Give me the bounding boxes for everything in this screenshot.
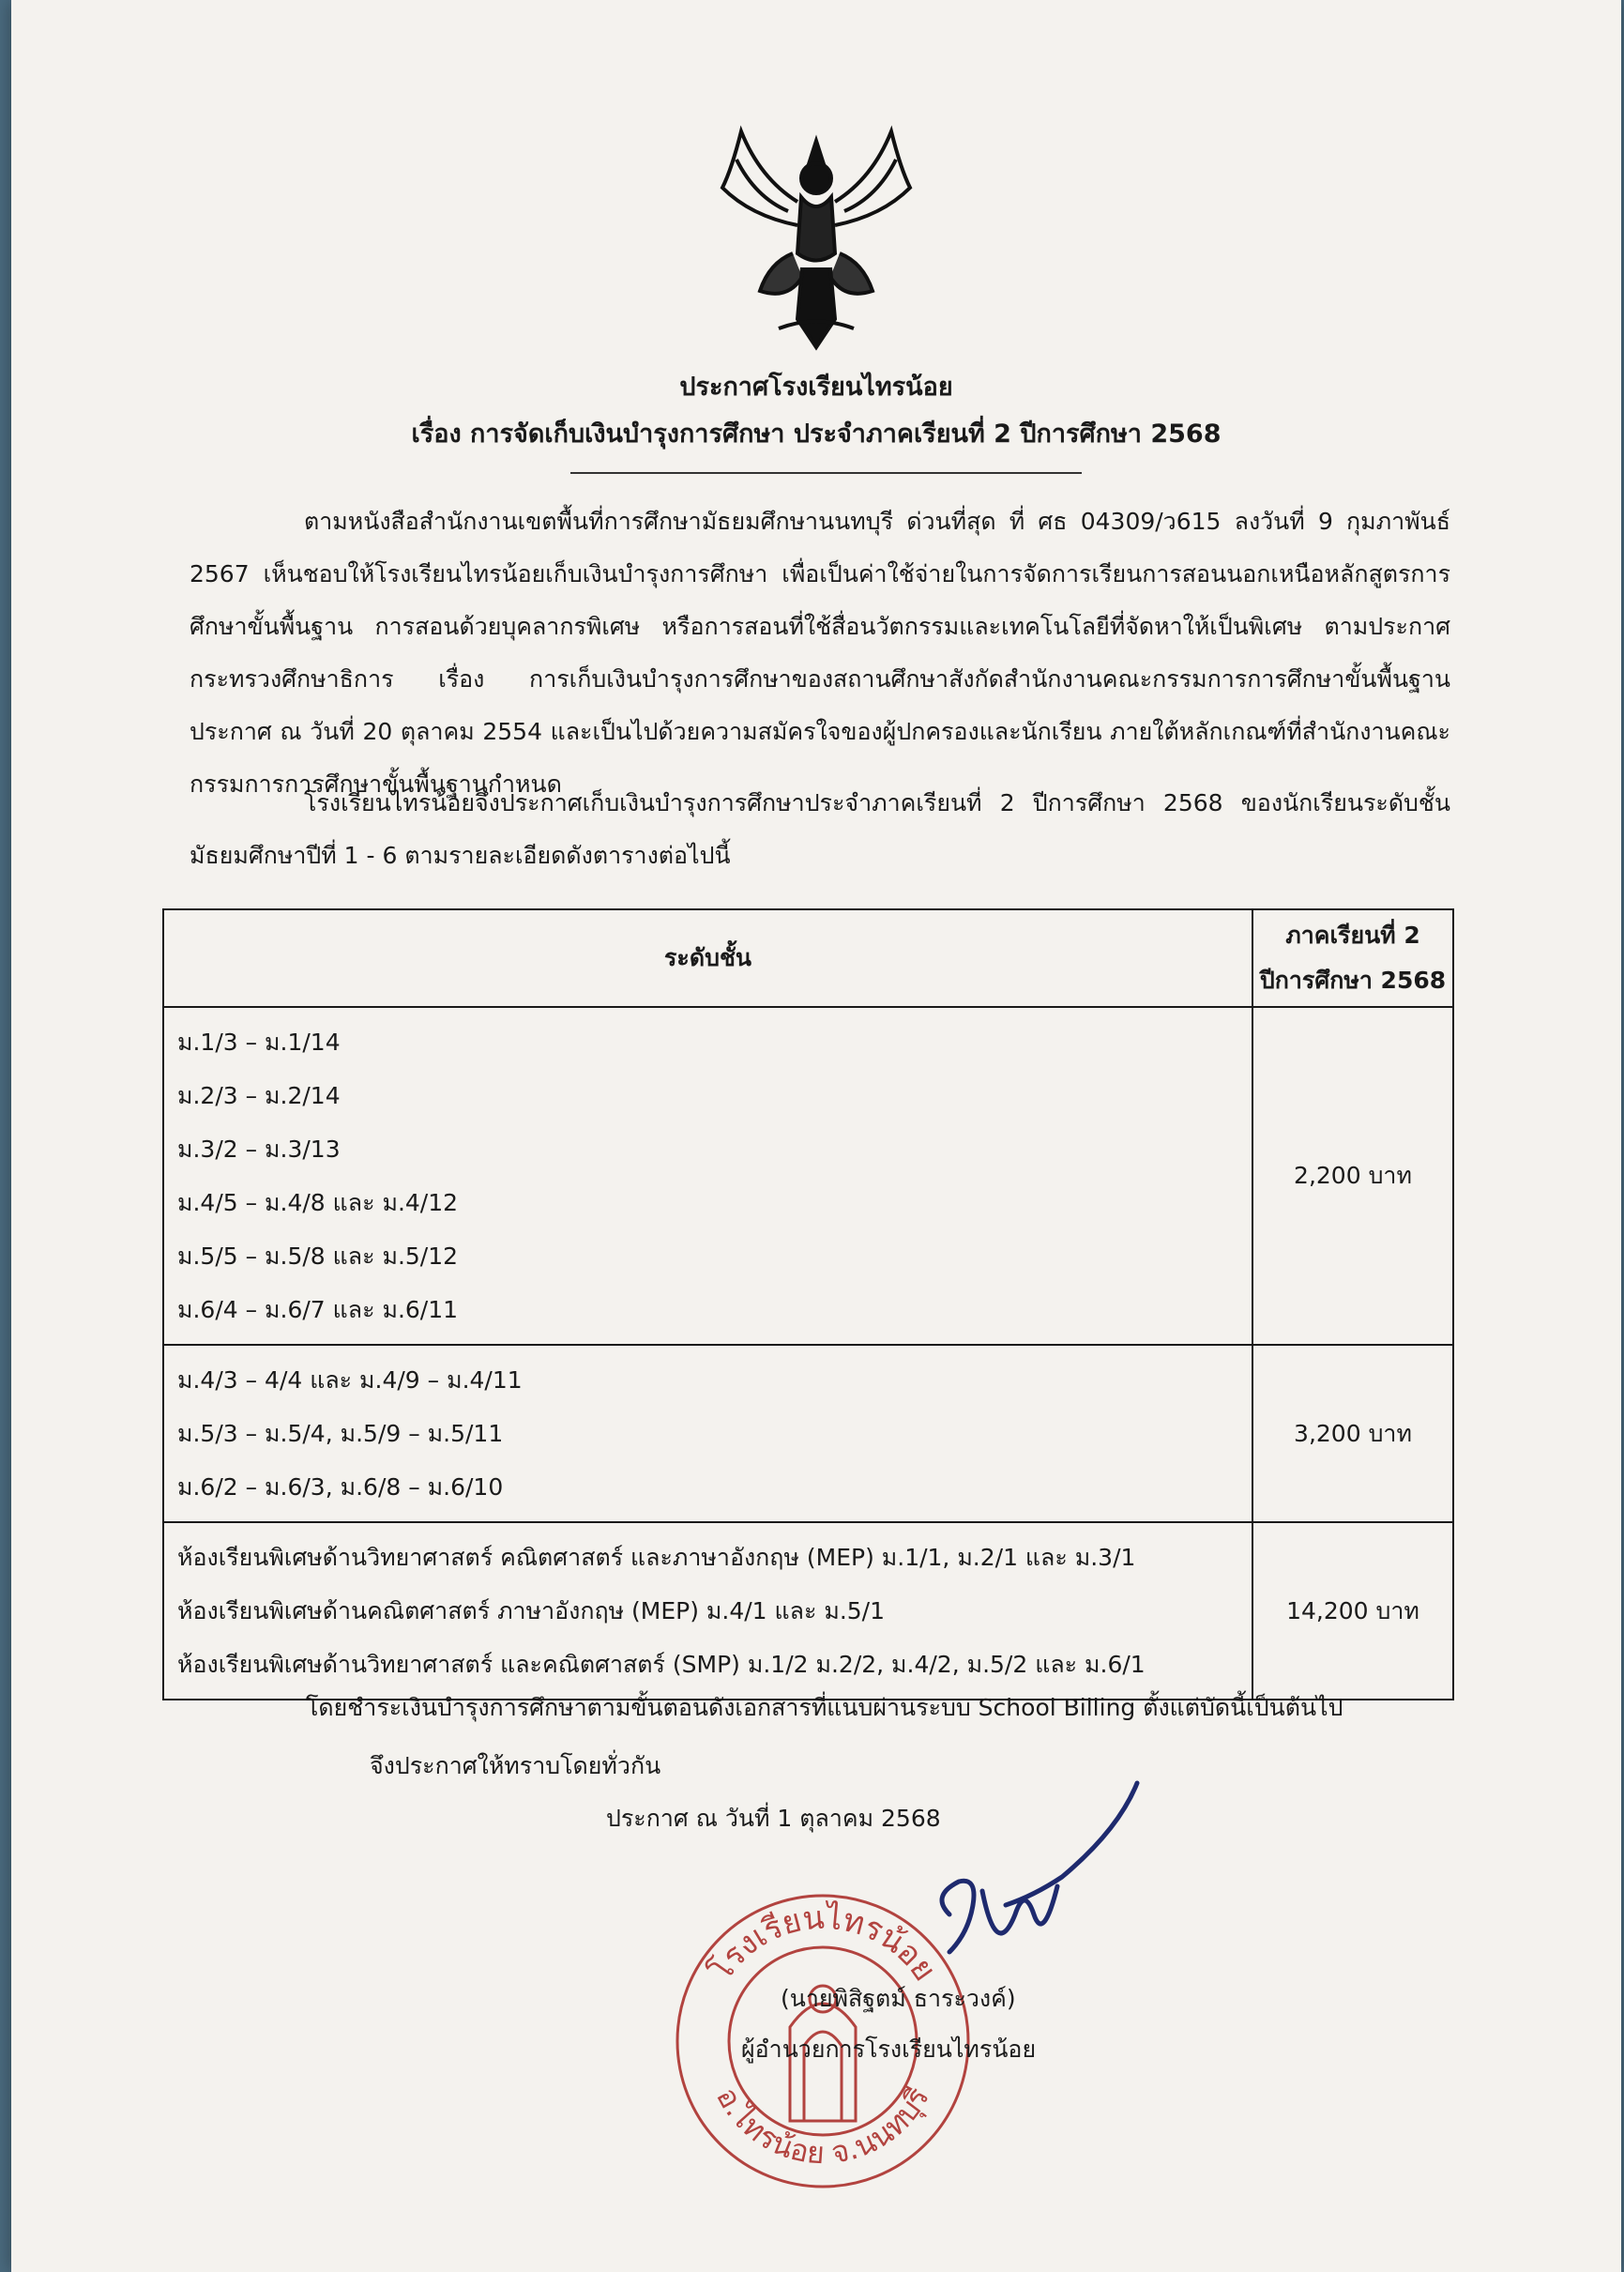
- level-item: ม.6/4 – ม.6/7 และ ม.6/11: [177, 1296, 459, 1323]
- level-item: ม.6/2 – ม.6/3, ม.6/8 – ม.6/10: [177, 1473, 504, 1501]
- level-item: ม.3/2 – ม.3/13: [177, 1136, 341, 1163]
- level-list: [163, 1345, 1252, 1522]
- level-item: ม.2/3 – ม.2/14: [177, 1082, 341, 1109]
- level-list: [163, 1007, 1252, 1345]
- fee-row-special: [163, 1522, 1453, 1700]
- fee-amount: 2,200 บาท: [1252, 1007, 1453, 1345]
- fee-table: [162, 908, 1454, 1700]
- signature: [893, 1774, 1175, 1971]
- level-item: ม.5/3 – ม.5/4, ม.5/9 – ม.5/11: [177, 1420, 504, 1447]
- announcement-title: ประกาศโรงเรียนไทรน้อย: [679, 373, 953, 402]
- notice-line: จึงประกาศให้ทราบโดยทั่วกัน: [370, 1752, 661, 1779]
- fee-table-header-row: [163, 909, 1453, 1007]
- payment-note: โดยชำระเงินบำรุงการศึกษาตามขั้นตอนดังเอกสารที่แนบผ่านระบบ School Billing ตั้งแต่บัดนี้เป็นต้นไป: [306, 1694, 1343, 1721]
- header-level: ระดับชั้น: [163, 909, 1252, 1007]
- announcement-subject: เรื่อง การจัดเก็บเงินบำรุงการศึกษา ประจำภาคเรียนที่ 2 ปีการศึกษา 2568: [411, 419, 1222, 449]
- signer-name: (นายพิสิฐตม์ ธาระวงค์): [781, 1985, 1016, 2012]
- signer-position: ผู้อำนวยการโรงเรียนไทรน้อย: [741, 2036, 1037, 2063]
- garuda-emblem: [704, 113, 929, 357]
- stamp-bottom-text: อ.ไทรน้อย จ.นนทบุรี: [709, 2081, 936, 2172]
- level-item: ม.5/5 – ม.5/8 และ ม.5/12: [177, 1243, 459, 1270]
- level-item: ห้องเรียนพิเศษด้านวิทยาศาสตร์ คณิตศาสตร์ และภาษาอังกฤษ (MEP) ม.1/1, ม.2/1 และ ม.3/1: [177, 1544, 1136, 1571]
- stamp-top-text: โรงเรียนไทรน้อย: [702, 1898, 944, 1989]
- body-paragraph-1: ตามหนังสือสำนักงานเขตพื้นที่การศึกษามัธยมศึกษานนทบุรี ด่วนที่สุด ที่ ศธ 04309/ว615 ลงวันที่ 9 กุมภาพันธ์ 2567 เห็นชอบให้โรงเรียนไทรน้อยเก็บเงินบำรุงการศึกษา เพื่อเป็นค่าใช้จ่ายในการจัดการเรียนการสอนนอกเหนือหลักสูตรการศึกษาขั้นพื้นฐาน การสอนด้วยบุคลากรพิเศษ หรือการสอนที่ใช้สื่อนวัตกรรมและเทคโนโลยีที่จัดหาให้เป็นพิเศษ ตามประกาศกระทรวงศึกษาธิการ เรื่อง การเก็บเงินบำรุงการศึกษาของสถานศึกษาสังกัดสำนักงานคณะกรรมการการศึกษาขั้นพื้นฐาน ประกาศ ณ วันที่ 20 ตุลาคม 2554 และเป็นไปด้วยความสมัครใจของผู้ปกครองและนักเรียน ภายใต้หลักเกณฑ์ที่สำนักงานคณะกรรมการการศึกษาขั้นพื้นฐานกำหนด: [190, 508, 1450, 798]
- level-item: ม.4/3 – 4/4 และ ม.4/9 – ม.4/11: [177, 1366, 523, 1394]
- header-term: [1252, 909, 1453, 1007]
- level-item: ม.1/3 – ม.1/14: [177, 1029, 341, 1056]
- title-divider: [570, 472, 1082, 474]
- level-item: ห้องเรียนพิเศษด้านคณิตศาสตร์ ภาษาอังกฤษ (MEP) ม.4/1 และ ม.5/1: [177, 1597, 886, 1624]
- fee-row-general: [163, 1007, 1453, 1345]
- fee-row-program: [163, 1345, 1453, 1522]
- level-item: ม.4/5 – ม.4/8 และ ม.4/12: [177, 1189, 459, 1216]
- header-term-line1: ภาคเรียนที่ 2: [1285, 922, 1420, 949]
- level-item: ห้องเรียนพิเศษด้านวิทยาศาสตร์ และคณิตศาสตร์ (SMP) ม.1/2 ม.2/2, ม.4/2, ม.5/2 และ ม.6/1: [177, 1651, 1146, 1678]
- svg-text:อ.ไทรน้อย จ.นนทบุรี: [709, 2081, 936, 2172]
- body-paragraph-2: โรงเรียนไทรน้อยจึงประกาศเก็บเงินบำรุงการศึกษาประจำภาคเรียนที่ 2 ปีการศึกษา 2568 ของนักเรียนระดับชั้นมัธยมศึกษาปีที่ 1 - 6 ตามรายละเอียดดังตารางต่อไปนี้: [190, 789, 1450, 869]
- document-page: [11, 0, 1621, 2272]
- header-term-line2: ปีการศึกษา 2568: [1259, 967, 1447, 994]
- fee-amount: 14,200 บาท: [1252, 1522, 1453, 1700]
- level-list: [163, 1522, 1252, 1700]
- announcement-date: ประกาศ ณ วันที่ 1 ตุลาคม 2568: [606, 1805, 941, 1832]
- fee-amount: 3,200 บาท: [1252, 1345, 1453, 1522]
